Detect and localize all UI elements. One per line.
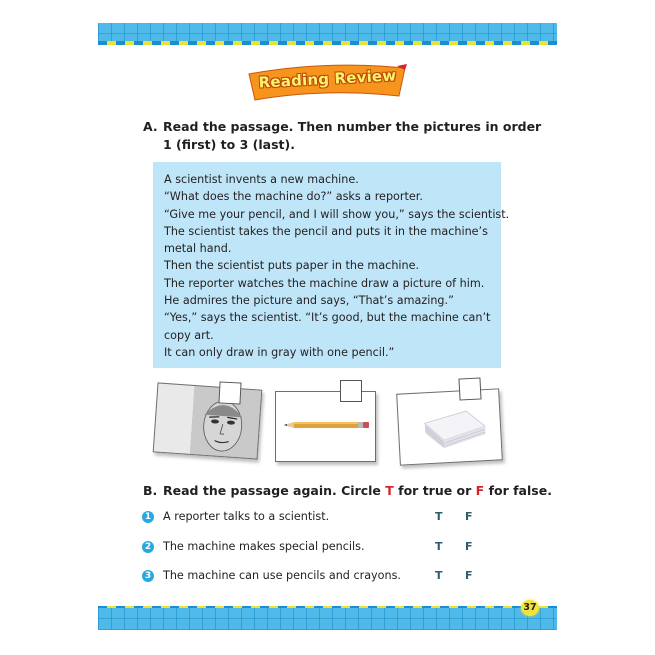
- true-false-item: [142, 510, 482, 526]
- item-statement: The machine can use pencils and crayons.: [163, 569, 401, 582]
- reading-review-banner: [245, 62, 410, 102]
- bottom-decorative-border: [98, 608, 557, 630]
- passage-line: copy art.: [164, 328, 214, 342]
- passage-line: “Yes,” says the scientist. “It’s good, but the machine can’t: [164, 311, 491, 325]
- passage-line: The reporter watches the machine draw a picture of him.: [164, 276, 485, 290]
- banner-title: Reading Review: [258, 66, 397, 92]
- picture-2-number-box[interactable]: [340, 380, 362, 402]
- passage-line: metal hand.: [164, 242, 232, 256]
- false-choice[interactable]: F: [465, 569, 473, 582]
- section-a-letter: A.: [143, 119, 158, 134]
- page-number: 37: [521, 600, 539, 616]
- pencil-icon: [284, 420, 370, 430]
- passage-line: A scientist invents a new machine.: [164, 173, 359, 186]
- top-dashed-trim: [98, 41, 557, 45]
- true-false-item: [142, 569, 482, 585]
- passage-line: “Give me your pencil, and I will show you,” says the scientist.: [164, 207, 510, 221]
- section-b-instruction-suffix: for false.: [484, 483, 552, 498]
- item-number-badge: 3: [142, 570, 154, 582]
- item-number-badge: 1: [142, 511, 154, 523]
- passage-line: It can only draw in gray with one pencil.”: [164, 345, 395, 359]
- false-choice[interactable]: F: [465, 540, 473, 553]
- section-b-letter: B.: [143, 483, 158, 498]
- item-statement: A reporter talks to a scientist.: [163, 510, 330, 523]
- true-choice[interactable]: T: [435, 569, 443, 582]
- paper-stack-icon: [416, 406, 488, 452]
- passage-line: The scientist takes the pencil and puts it in the machine’s: [164, 224, 488, 238]
- item-number-badge: 2: [142, 541, 154, 553]
- true-false-item: [142, 540, 482, 556]
- item-statement: The machine makes special pencils.: [163, 540, 365, 553]
- passage-line: “What does the machine do?” asks a reporter.: [164, 190, 423, 204]
- passage-box: [153, 162, 510, 368]
- section-a-instruction-line1: Read the passage. Then number the pictures in order: [163, 119, 542, 134]
- section-a-instruction-line2: 1 (first) to 3 (last).: [163, 137, 295, 152]
- picture-paper-stack: [396, 388, 503, 465]
- picture-1-number-box[interactable]: [218, 381, 241, 404]
- true-letter-highlight: T: [385, 483, 394, 498]
- passage-line: Then the scientist puts paper in the machine.: [164, 259, 420, 273]
- true-choice[interactable]: T: [435, 540, 443, 553]
- passage-line: He admires the picture and says, “That’s amazing.”: [164, 294, 454, 308]
- picture-portrait-drawing: [153, 382, 263, 459]
- false-choice[interactable]: F: [465, 510, 473, 523]
- picture-3-number-box[interactable]: [458, 377, 481, 400]
- false-letter-highlight: F: [475, 483, 485, 498]
- true-choice[interactable]: T: [435, 510, 443, 523]
- section-b-instruction-prefix: Read the passage again. Circle: [163, 483, 386, 498]
- section-b-instruction-middle: for true or: [393, 483, 476, 498]
- section-b-heading: [143, 482, 552, 500]
- section-a-heading: [143, 118, 541, 154]
